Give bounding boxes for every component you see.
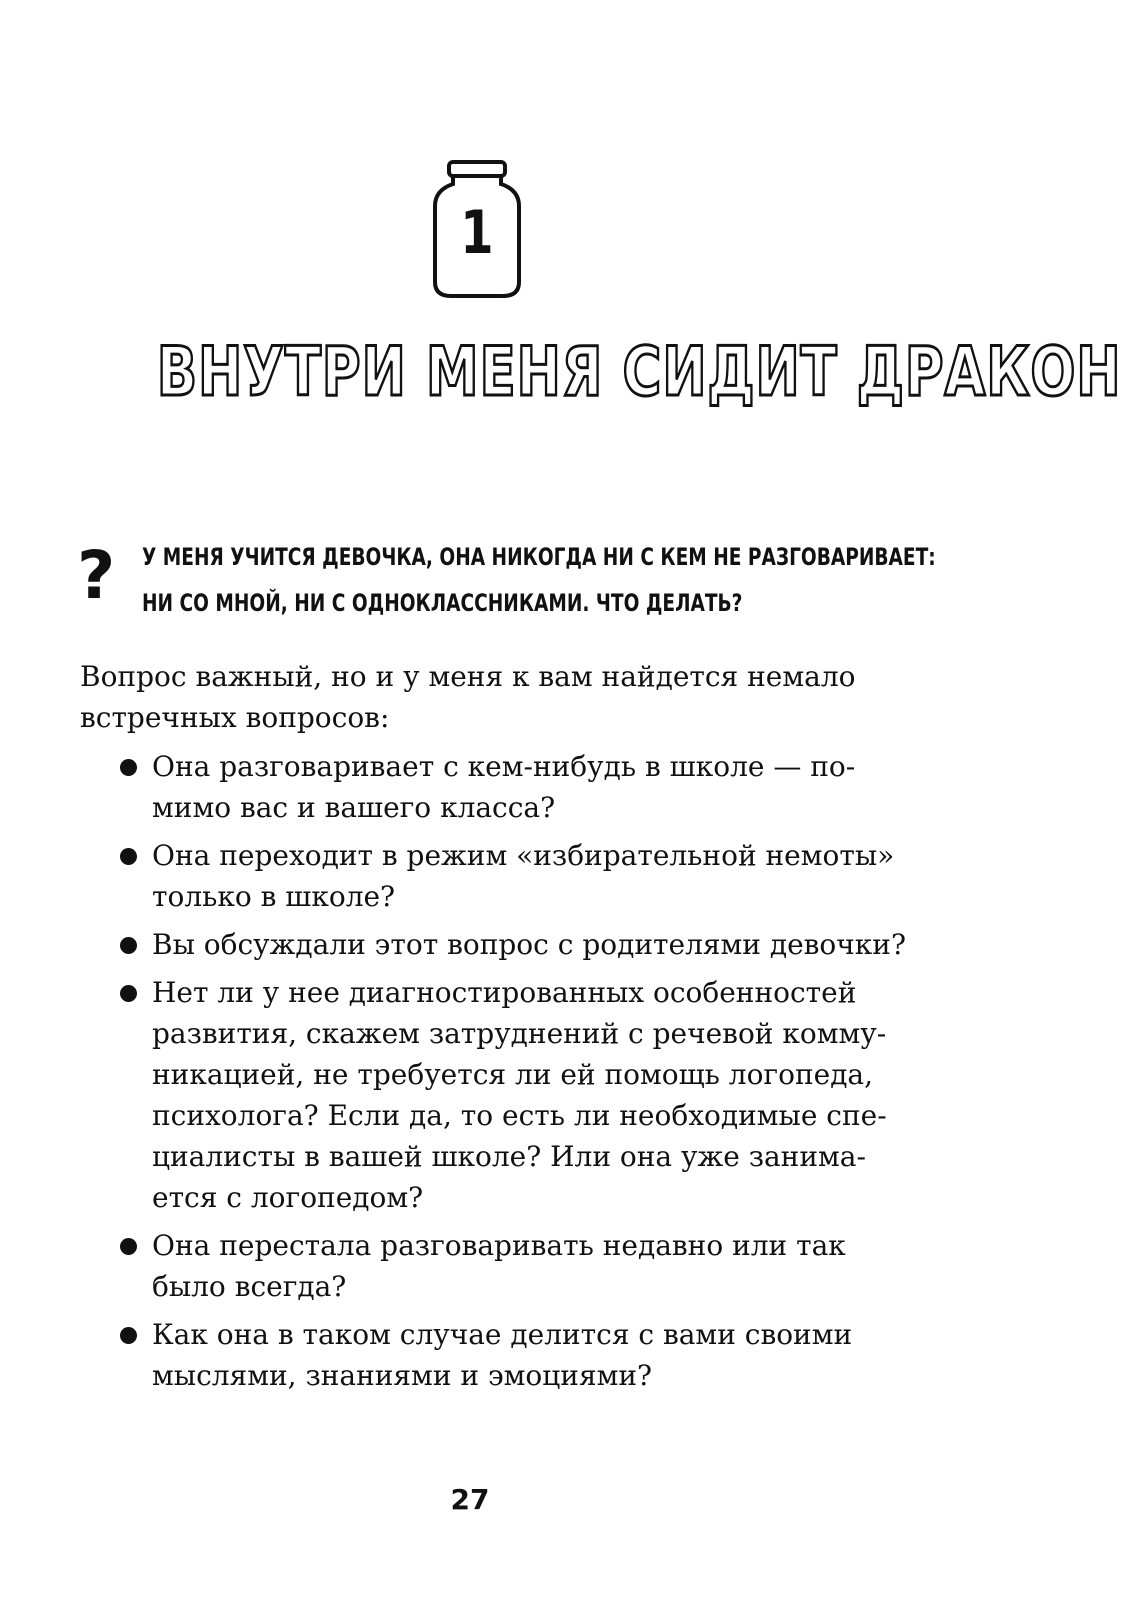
list-item	[114, 1314, 864, 1396]
list-item-line: было всегда?	[152, 1270, 347, 1303]
list-item-line: Она перестала разговаривать недавно или так	[152, 1229, 846, 1262]
list-item-line: Вы обсуждали этот вопрос с родителями девочки?	[152, 928, 906, 961]
list-item	[114, 924, 906, 965]
chapter-title: ВНУТРИ МЕНЯ СИДИТ ДРАКОН	[156, 333, 1121, 412]
list-item-line: мимо вас и вашего класса?	[152, 791, 556, 824]
question-mark-icon: ?	[77, 537, 116, 614]
intro-line: встречных вопросов:	[80, 701, 390, 734]
question-line: У МЕНЯ УЧИТСЯ ДЕВОЧКА, ОНА НИКОГДА НИ С КЕМ НЕ РАЗГОВАРИВАЕТ:	[142, 543, 936, 571]
bullet-icon	[120, 937, 137, 954]
list-item-line: Она переходит в режим «избирательной немоты»	[152, 839, 895, 872]
list-item-line: мыслями, знаниями и эмоциями?	[152, 1359, 653, 1392]
bullet-icon	[120, 1327, 137, 1344]
list-item-line: циалисты в вашей школе? Или она уже занима-	[152, 1140, 866, 1173]
jar-icon	[427, 160, 527, 300]
bullet-icon	[120, 759, 137, 776]
list-item	[114, 972, 887, 1218]
question-list	[114, 746, 906, 1403]
list-item-line: Нет ли у нее диагностированных особенностей	[152, 976, 857, 1009]
list-item-line: никацией, не требуется ли ей помощь логопеда,	[152, 1058, 874, 1091]
list-item-line: только в школе?	[152, 880, 396, 913]
list-item	[114, 1225, 864, 1307]
list-item-line: психолога? Если да, то есть ли необходимые спе-	[152, 1099, 887, 1132]
bullet-icon	[120, 985, 137, 1002]
chapter-number: 1	[460, 198, 494, 268]
list-item	[114, 746, 864, 828]
bullet-icon	[120, 848, 137, 865]
intro-line: Вопрос важный, но и у меня к вам найдется немало	[80, 660, 856, 693]
list-item-line: ется с логопедом?	[152, 1181, 424, 1214]
list-item-line: Она разговаривает с кем-нибудь в школе — по-	[152, 750, 856, 783]
list-item-line: развития, скажем затруднений с речевой комму-	[152, 1017, 887, 1050]
page-number: 27	[450, 1483, 490, 1516]
question-line: НИ СО МНОЙ, НИ С ОДНОКЛАССНИКАМИ. ЧТО ДЕЛАТЬ?	[142, 589, 743, 617]
bullet-icon	[120, 1238, 137, 1255]
list-item-line: Как она в таком случае делится с вами своими	[152, 1318, 853, 1351]
intro-paragraph	[80, 656, 880, 738]
list-item	[114, 835, 895, 917]
reader-question	[142, 534, 936, 626]
